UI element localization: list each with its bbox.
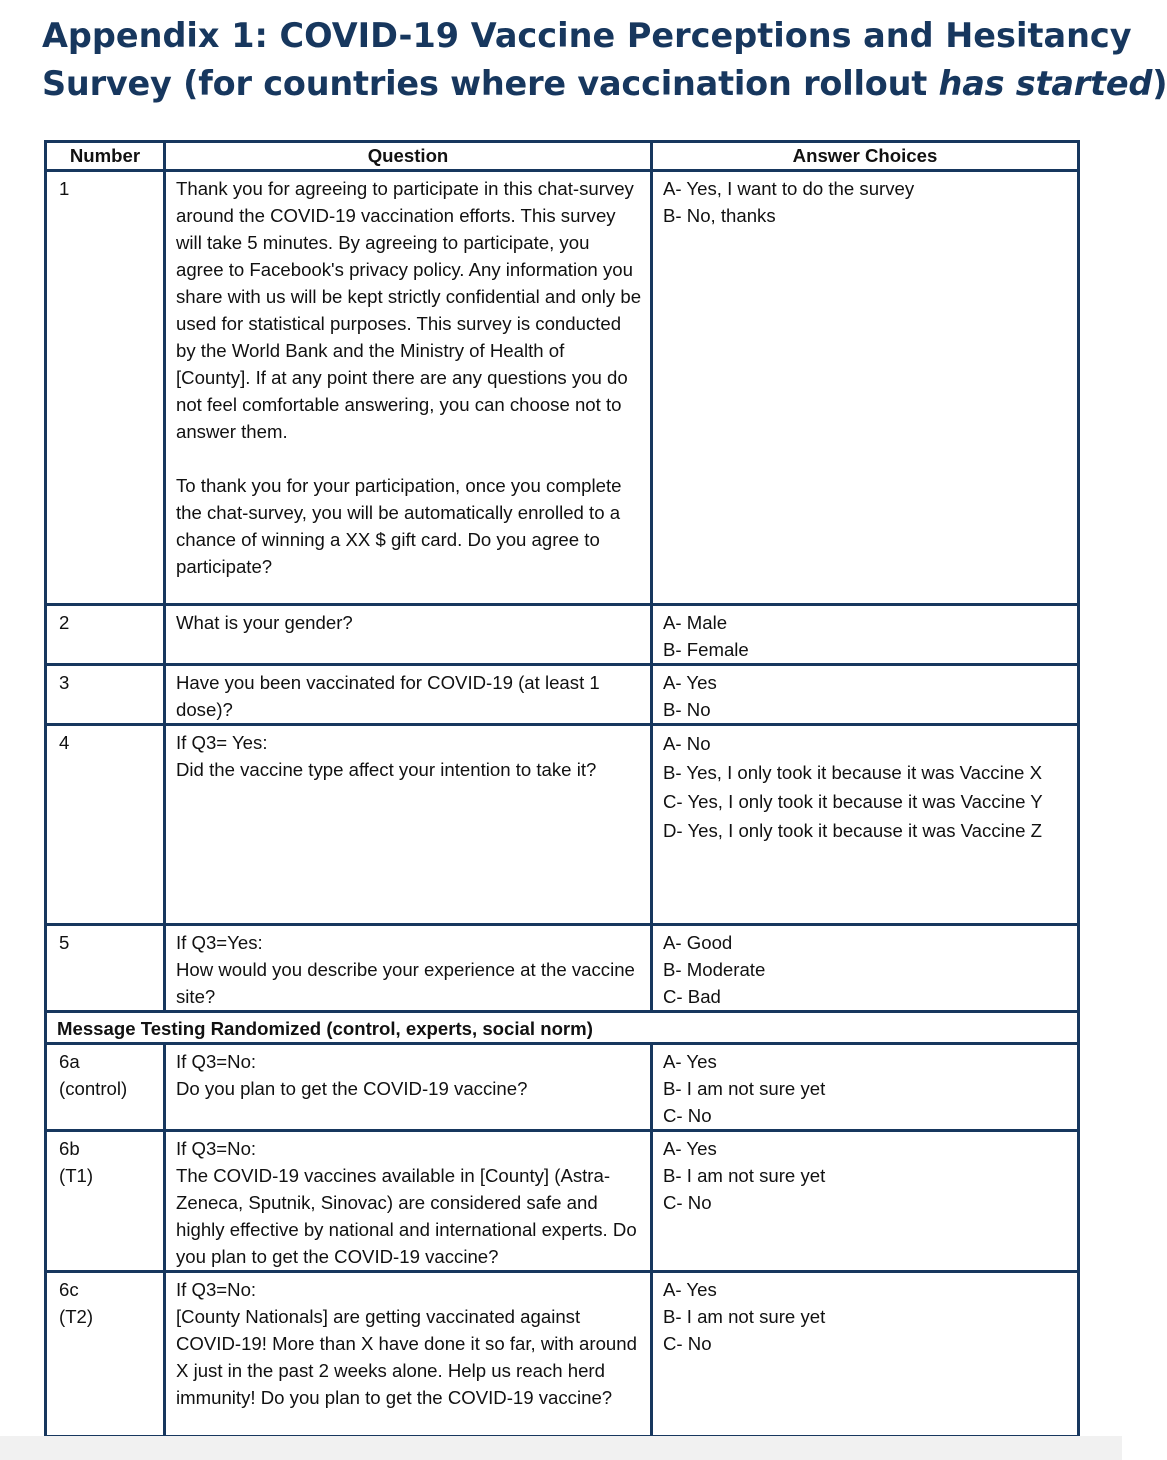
table-row xyxy=(46,925,1079,1012)
section-heading: Message Testing Randomized (control, experts, social norm) xyxy=(46,1012,1079,1044)
question-text: [County Nationals] are getting vaccinated against COVID-19! More than X have done it so far, with around X just in the past 2 weeks alone. Help us reach herd immunity! Do you plan to get the COVID-19 vaccine? xyxy=(176,1306,637,1408)
table-row xyxy=(46,1044,1079,1131)
question-condition: If Q3= Yes: xyxy=(176,732,268,753)
header-question: Question xyxy=(165,142,652,171)
answer-choice: B- I am not sure yet xyxy=(663,1165,826,1186)
answer-choice: B- No, thanks xyxy=(663,205,776,226)
row-answers xyxy=(652,725,1079,925)
answer-choice: C- Bad xyxy=(663,986,721,1007)
question-paragraph: Thank you for agreeing to participate in this chat-survey around the COVID-19 vaccination efforts. This survey will take 5 minutes. By agreeing to participate, you agree to Facebook's privacy policy. Any information you share with us will be kept strictly confidential and only be used for statistical purposes. This survey is conducted by the World Bank and the Ministry of Health of [County]. If at any point there are any questions you do not feel comfortable answering, you can choose not to answer them. xyxy=(176,178,642,442)
row-number-main: 6c xyxy=(59,1279,79,1300)
table-row xyxy=(46,171,1079,605)
answer-choice: B- I am not sure yet xyxy=(663,1078,826,1099)
question-condition: If Q3=No: xyxy=(176,1138,257,1159)
answer-choice: C- No xyxy=(663,1333,712,1354)
title-line-2-prefix: Survey (for countries where vaccination rollout xyxy=(42,64,939,103)
row-number xyxy=(46,1272,165,1437)
title-line-2-italic: has started xyxy=(938,64,1153,103)
row-number: 3 xyxy=(46,665,165,725)
row-number: 4 xyxy=(46,725,165,925)
answer-choice: A- Male xyxy=(663,612,728,633)
row-answers xyxy=(652,1272,1079,1437)
answer-choice: A- Good xyxy=(663,932,733,953)
row-question xyxy=(165,171,652,605)
answer-choice: A- Yes xyxy=(663,672,717,693)
row-number-group: (T1) xyxy=(59,1165,94,1186)
row-number xyxy=(46,1131,165,1272)
row-answers xyxy=(652,925,1079,1012)
row-question xyxy=(165,725,652,925)
section-heading-row xyxy=(46,1012,1079,1044)
page-title xyxy=(42,12,1167,108)
answer-choice: B- Moderate xyxy=(663,959,766,980)
header-answer-choices: Answer Choices xyxy=(652,142,1079,171)
header-number: Number xyxy=(46,142,165,171)
row-question xyxy=(165,665,652,725)
answer-choice: D- Yes, I only took it because it was Vaccine Z xyxy=(663,820,1042,841)
row-answers xyxy=(652,1044,1079,1131)
row-number-main: 6a xyxy=(59,1051,80,1072)
table-row xyxy=(46,605,1079,665)
title-line-2-suffix: ) xyxy=(1152,64,1167,103)
row-question xyxy=(165,605,652,665)
title-line-1: Appendix 1: COVID-19 Vaccine Perceptions and Hesitancy xyxy=(42,16,1132,55)
survey-table xyxy=(44,140,1080,1438)
question-text: Have you been vaccinated for COVID-19 (at least 1 dose)? xyxy=(176,672,600,720)
question-text: The COVID-19 vaccines available in [County] (Astra-Zeneca, Sputnik, Sinovac) are considered safe and highly effective by national and international experts. Do you plan to get the COVID-19 vaccine? xyxy=(176,1165,637,1267)
question-paragraph: To thank you for your participation, once you complete the chat-survey, you will be automatically enrolled to a chance of winning a XX $ gift card. Do you agree to participate? xyxy=(176,475,622,577)
row-number-group: (T2) xyxy=(59,1306,94,1327)
table-row xyxy=(46,665,1079,725)
row-number-group: (control) xyxy=(59,1078,128,1099)
answer-choice: A- Yes xyxy=(663,1279,717,1300)
row-number: 5 xyxy=(46,925,165,1012)
table-row xyxy=(46,725,1079,925)
answer-choice: B- Female xyxy=(663,639,749,660)
row-number: 1 xyxy=(46,171,165,605)
title-line-2 xyxy=(42,60,1167,108)
answer-choice: A- Yes xyxy=(663,1138,717,1159)
answer-choice: C- Yes, I only took it because it was Vaccine Y xyxy=(663,791,1043,812)
page-bottom-shadow xyxy=(0,1436,1122,1460)
row-question xyxy=(165,925,652,1012)
row-answers xyxy=(652,171,1079,605)
question-text: Did the vaccine type affect your intention to take it? xyxy=(176,759,597,780)
question-text: How would you describe your experience at the vaccine site? xyxy=(176,959,635,1007)
answer-choice: B- Yes, I only took it because it was Vaccine X xyxy=(663,762,1042,783)
table-row xyxy=(46,1272,1079,1437)
row-number xyxy=(46,1044,165,1131)
question-condition: If Q3=No: xyxy=(176,1279,257,1300)
row-answers xyxy=(652,605,1079,665)
table-header-row xyxy=(46,142,1079,171)
row-question xyxy=(165,1272,652,1437)
answer-choice: C- No xyxy=(663,1192,712,1213)
row-question xyxy=(165,1044,652,1131)
question-condition: If Q3=No: xyxy=(176,1051,257,1072)
question-text: What is your gender? xyxy=(176,612,353,633)
answer-choice: C- No xyxy=(663,1105,712,1126)
answer-choice: A- No xyxy=(663,733,711,754)
answer-choice: A- Yes, I want to do the survey xyxy=(663,178,915,199)
row-answers xyxy=(652,1131,1079,1272)
row-answers xyxy=(652,665,1079,725)
row-number-main: 6b xyxy=(59,1138,80,1159)
row-question xyxy=(165,1131,652,1272)
answer-choice: B- No xyxy=(663,699,711,720)
row-number: 2 xyxy=(46,605,165,665)
question-text: Do you plan to get the COVID-19 vaccine? xyxy=(176,1078,528,1099)
answer-choice: B- I am not sure yet xyxy=(663,1306,826,1327)
answer-choice: A- Yes xyxy=(663,1051,717,1072)
table-row xyxy=(46,1131,1079,1272)
question-condition: If Q3=Yes: xyxy=(176,932,263,953)
